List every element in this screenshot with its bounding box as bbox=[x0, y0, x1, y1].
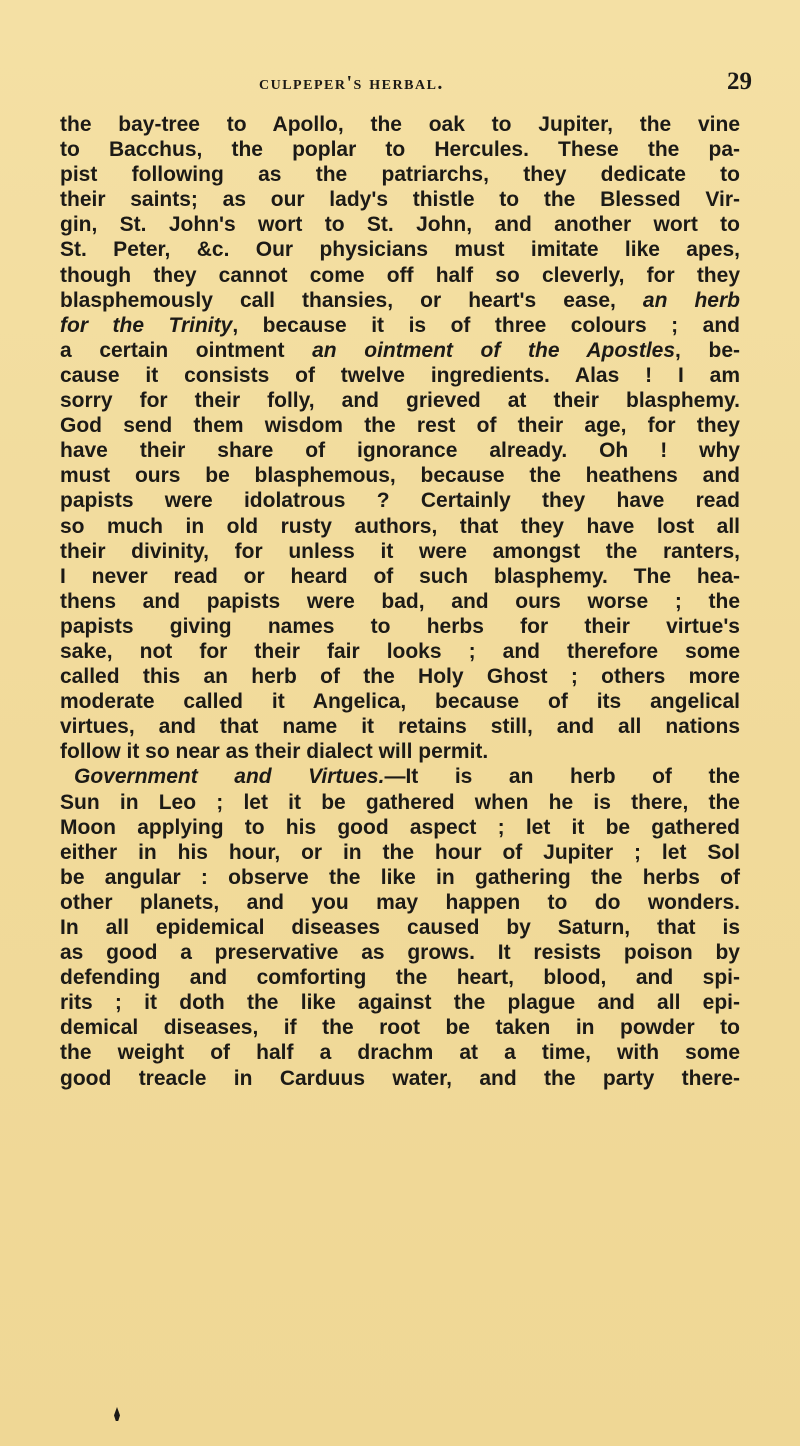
text-line: papists were idolatrous ? Certainly they have read bbox=[60, 489, 740, 513]
text-line: the bay-tree to Apollo, the oak to Jupiter, the vine bbox=[60, 113, 740, 136]
body-text bbox=[60, 112, 740, 1091]
text-line: Moon applying to his good aspect ; let it be gathered bbox=[60, 815, 740, 839]
running-head: culpeper's herbal. bbox=[259, 72, 444, 94]
text-line: so much in old rusty authors, that they have lost all bbox=[60, 514, 740, 538]
text-line: virtues, and that name it retains still, and all nations bbox=[60, 715, 740, 739]
text-line: either in his hour, or in the hour of Jupiter ; let Sol bbox=[60, 840, 740, 864]
section-heading: Government and Virtues. bbox=[74, 765, 385, 789]
text-line: thens and papists were bad, and ours worse ; the bbox=[60, 589, 740, 613]
text-line: St. Peter, &c. Our physicians must imitate like apes, bbox=[60, 238, 740, 262]
text-line: cause it consists of twelve ingredients. Alas ! I am bbox=[60, 363, 740, 387]
text-line: papists giving names to herbs for their virtue's bbox=[60, 614, 740, 638]
text-line: pist following as the patriarchs, they dedicate to bbox=[60, 163, 740, 187]
text-line: good treacle in Carduus water, and the party there- bbox=[60, 1066, 740, 1090]
text-line: rits ; it doth the like against the plague and all epi- bbox=[60, 991, 740, 1015]
page-number: 29 bbox=[727, 68, 752, 95]
text-line: a certain ointment an ointment of the Apostles, be- bbox=[60, 338, 741, 362]
text-line: demical diseases, if the root be taken in powder to bbox=[60, 1016, 740, 1040]
text-line: as good a preservative as grows. It resists poison by bbox=[60, 941, 740, 965]
text-line: defending and comforting the heart, blood, and spi- bbox=[60, 966, 740, 990]
text-line: other planets, and you may happen to do wonders. bbox=[60, 890, 740, 914]
text-line: I never read or heard of such blasphemy. The hea- bbox=[60, 564, 740, 588]
text-line: for the Trinity, because it is of three colours ; and bbox=[60, 313, 740, 337]
text-line: moderate called it Angelica, because of its angelical bbox=[60, 690, 740, 714]
text-line: God send them wisdom the rest of their age, for they bbox=[60, 414, 740, 438]
text-line: though they cannot come off half so cleverly, for they bbox=[60, 263, 740, 287]
text-line: blasphemously call thansies, or heart's ease, an herb bbox=[60, 288, 740, 312]
text-line: In all epidemical diseases caused by Saturn, that is bbox=[60, 916, 740, 939]
ink-mark bbox=[114, 1407, 120, 1421]
text-line: Sun in Leo ; let it be gathered when he is there, the bbox=[60, 790, 740, 814]
text-line: gin, St. John's wort to St. John, and another wort to bbox=[60, 213, 740, 237]
page-header bbox=[0, 58, 800, 102]
text-line: the weight of half a drachm at a time, with some bbox=[60, 1041, 740, 1065]
text-line: must ours be blasphemous, because the heathens and bbox=[60, 464, 740, 488]
text-line: sorry for their folly, and grieved at their blasphemy. bbox=[60, 389, 740, 413]
text-line: follow it so near as their dialect will permit. bbox=[60, 740, 489, 764]
text-line: to Bacchus, the poplar to Hercules. These the pa- bbox=[60, 138, 740, 162]
text-line: sake, not for their fair looks ; and therefore some bbox=[60, 639, 740, 663]
text-line: their divinity, for unless it were amongst the ranters, bbox=[60, 539, 740, 563]
text-line: called this an herb of the Holy Ghost ; others more bbox=[60, 665, 740, 689]
text-line: their saints; as our lady's thistle to the Blessed Vir- bbox=[60, 188, 740, 212]
text-line: be angular : observe the like in gathering the herbs of bbox=[60, 865, 740, 889]
section-heading-line: Government and Virtues.—It is an herb of the bbox=[74, 765, 740, 789]
text-line: have their share of ignorance already. Oh ! why bbox=[60, 439, 740, 463]
